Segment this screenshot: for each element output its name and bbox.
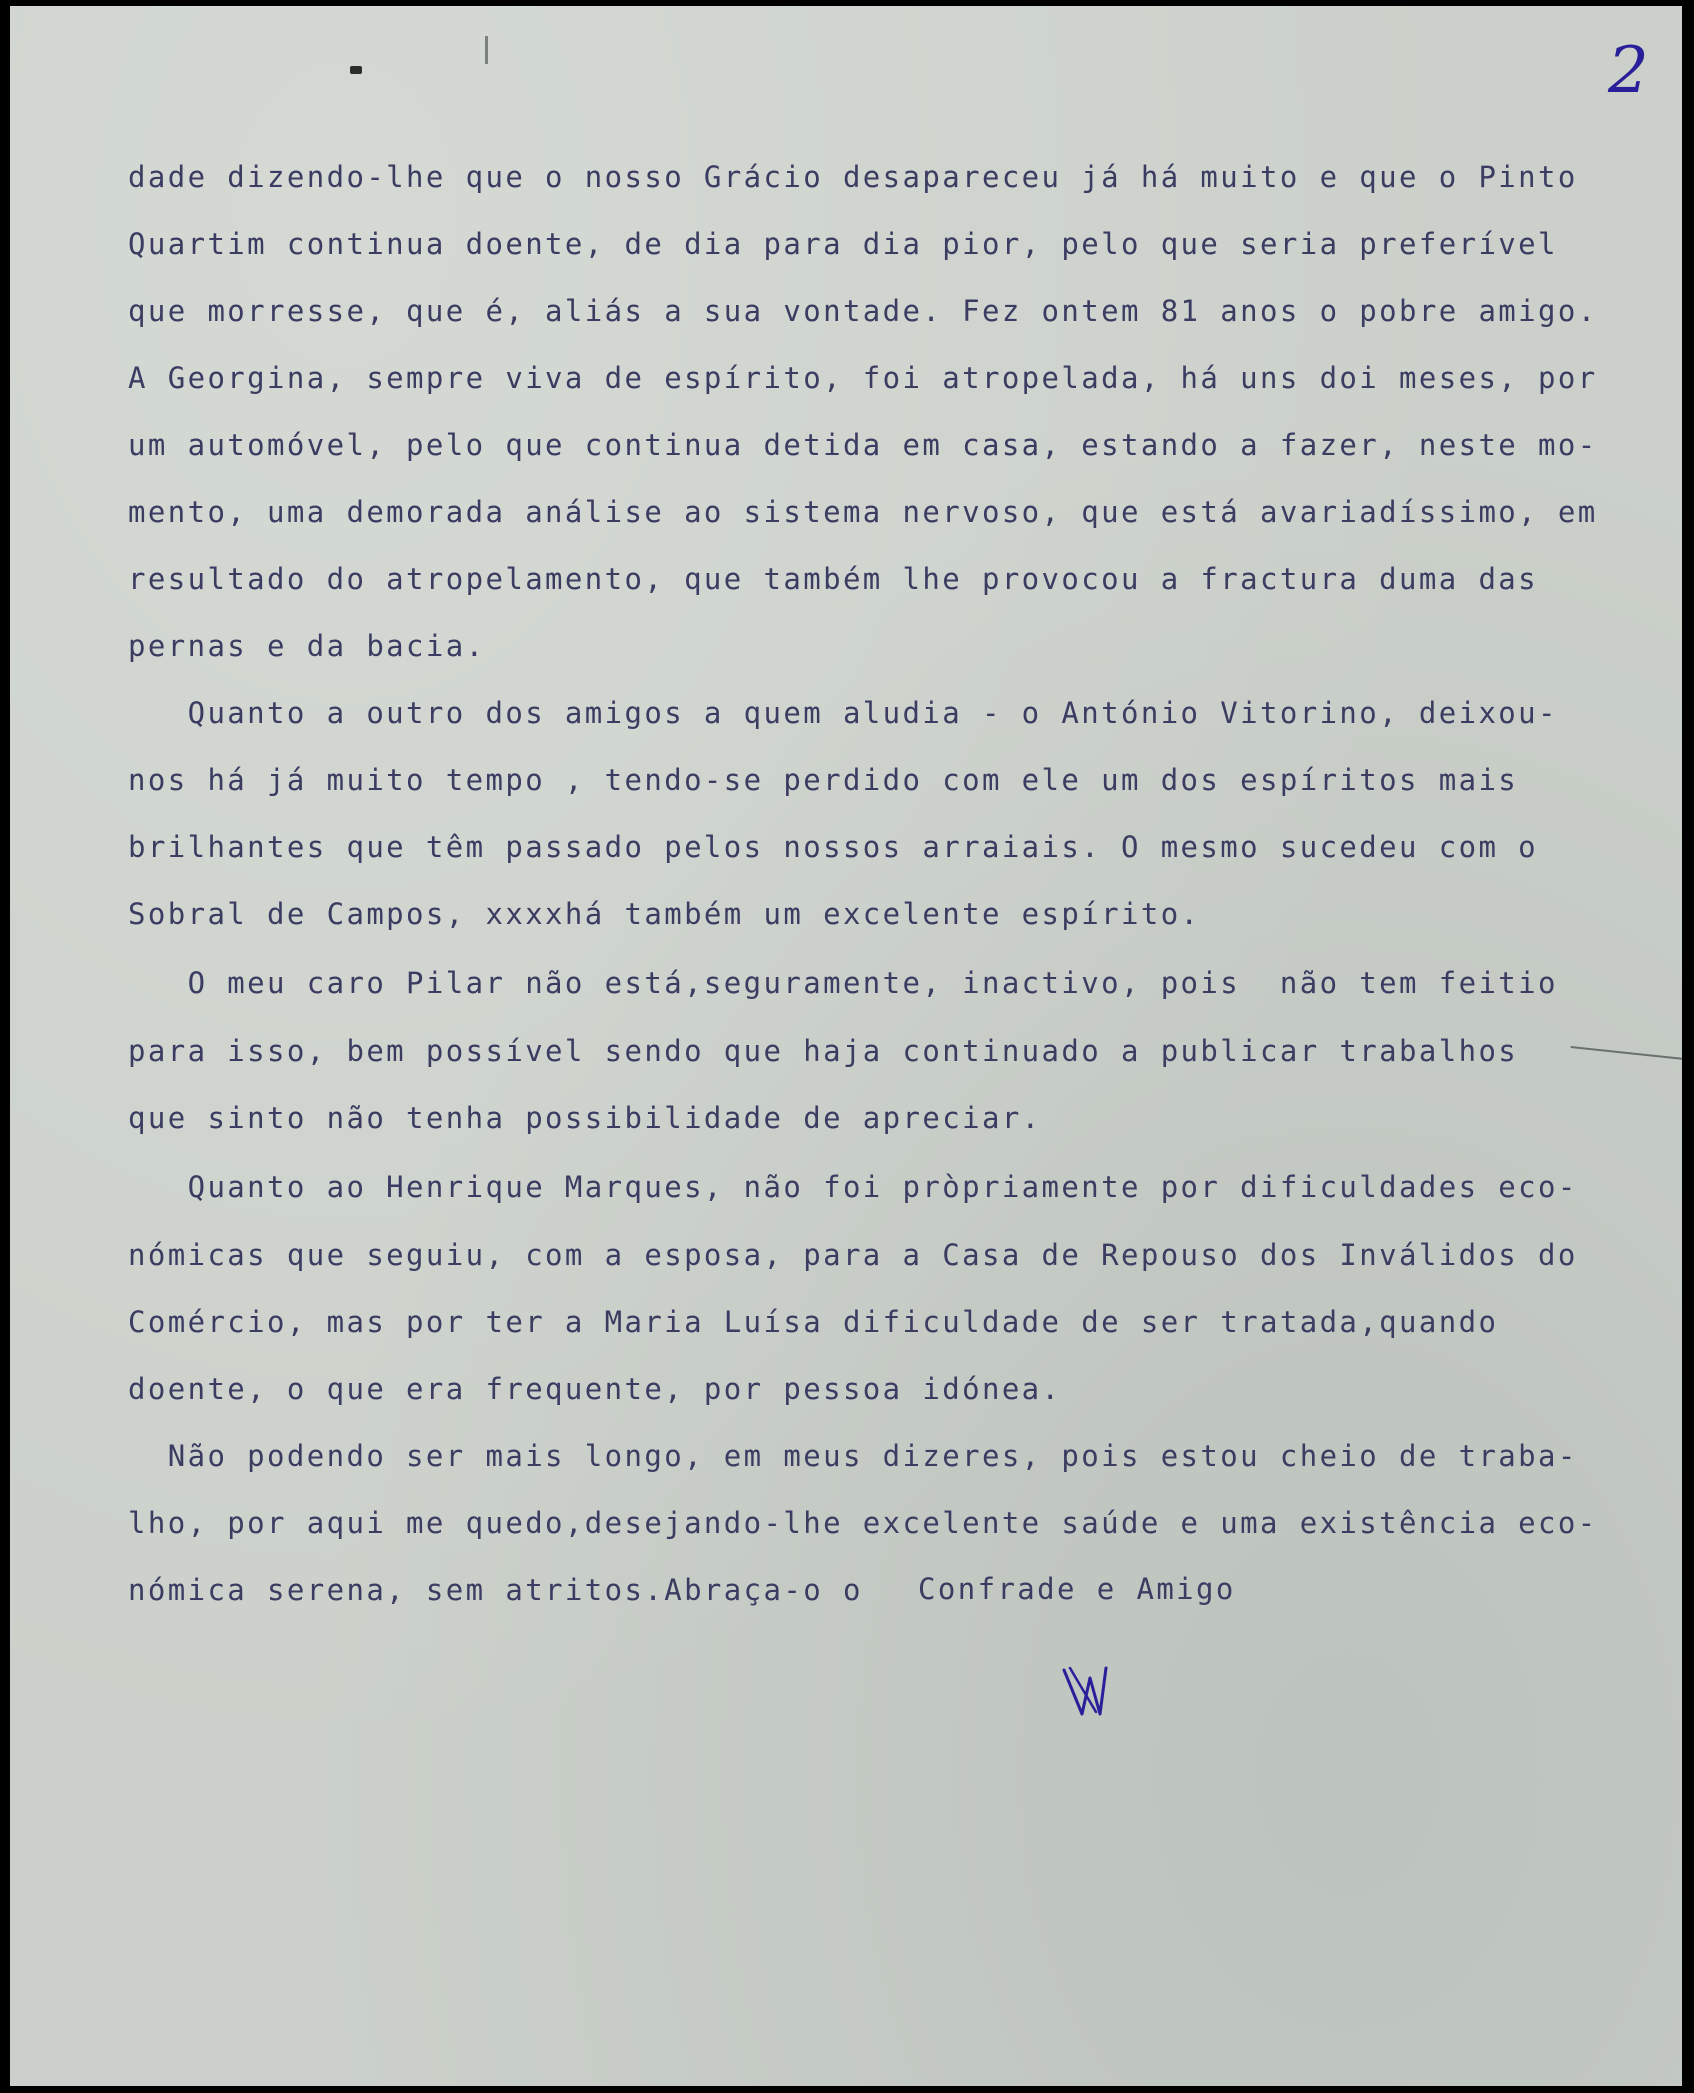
letter-line: doente, o que era frequente, por pessoa idónea. xyxy=(128,1372,1062,1406)
letter-line: Quartim continua doente, de dia para dia pior, pelo que seria preferível xyxy=(128,227,1558,261)
ink-blot xyxy=(350,66,362,74)
signature-initials xyxy=(1060,1664,1110,1720)
letter-page xyxy=(10,6,1682,2086)
pencil-mark xyxy=(485,36,488,64)
letter-line: Quanto a outro dos amigos a quem aludia - o António Vitorino, deixou- xyxy=(128,696,1558,730)
letter-line: Quanto ao Henrique Marques, não foi pròpriamente por dificuldades eco- xyxy=(128,1170,1578,1204)
letter-line: que morresse, que é, aliás a sua vontade. Fez ontem 81 anos o pobre amigo. xyxy=(128,294,1598,328)
letter-line: nos há já muito tempo , tendo-se perdido com ele um dos espíritos mais xyxy=(128,763,1519,797)
page-number: 2 xyxy=(1608,34,1649,108)
letter-line: mento, uma demorada análise ao sistema nervoso, que está avariadíssimo, em xyxy=(128,495,1598,529)
letter-line: A Georgina, sempre viva de espírito, foi atropelada, há uns doi meses, por xyxy=(128,361,1598,395)
letter-line: para isso, bem possível sendo que haja continuado a publicar trabalhos xyxy=(128,1034,1519,1068)
letter-line: dade dizendo-lhe que o nosso Grácio desapareceu já há muito e que o Pinto xyxy=(128,160,1578,194)
letter-body xyxy=(128,144,1648,1624)
closing-salutation: Confrade e Amigo xyxy=(918,1572,1236,1606)
letter-line: O meu caro Pilar não está,seguramente, inactivo, pois não tem feitio xyxy=(128,966,1558,1000)
letter-line: que sinto não tenha possibilidade de apreciar. xyxy=(128,1101,1042,1135)
letter-line: nómicas que seguiu, com a esposa, para a Casa de Repouso dos Inválidos do xyxy=(128,1238,1578,1272)
letter-line: Sobral de Campos, xxxxhá também um excelente espírito. xyxy=(128,897,1201,931)
letter-line: brilhantes que têm passado pelos nossos arraiais. O mesmo sucedeu com o xyxy=(128,830,1539,864)
letter-line: Comércio, mas por ter a Maria Luísa dificuldade de ser tratada,quando xyxy=(128,1305,1499,1339)
letter-line: pernas e da bacia. xyxy=(128,629,486,663)
letter-line: resultado do atropelamento, que também lhe provocou a fractura duma das xyxy=(128,562,1539,596)
letter-line: Não podendo ser mais longo, em meus dizeres, pois estou cheio de traba- xyxy=(128,1439,1578,1473)
letter-line: lho, por aqui me quedo,desejando-lhe excelente saúde e uma existência eco- xyxy=(128,1506,1598,1540)
letter-line: um automóvel, pelo que continua detida em casa, estando a fazer, neste mo- xyxy=(128,428,1598,462)
letter-line: nómica serena, sem atritos.Abraça-o o xyxy=(128,1573,863,1607)
